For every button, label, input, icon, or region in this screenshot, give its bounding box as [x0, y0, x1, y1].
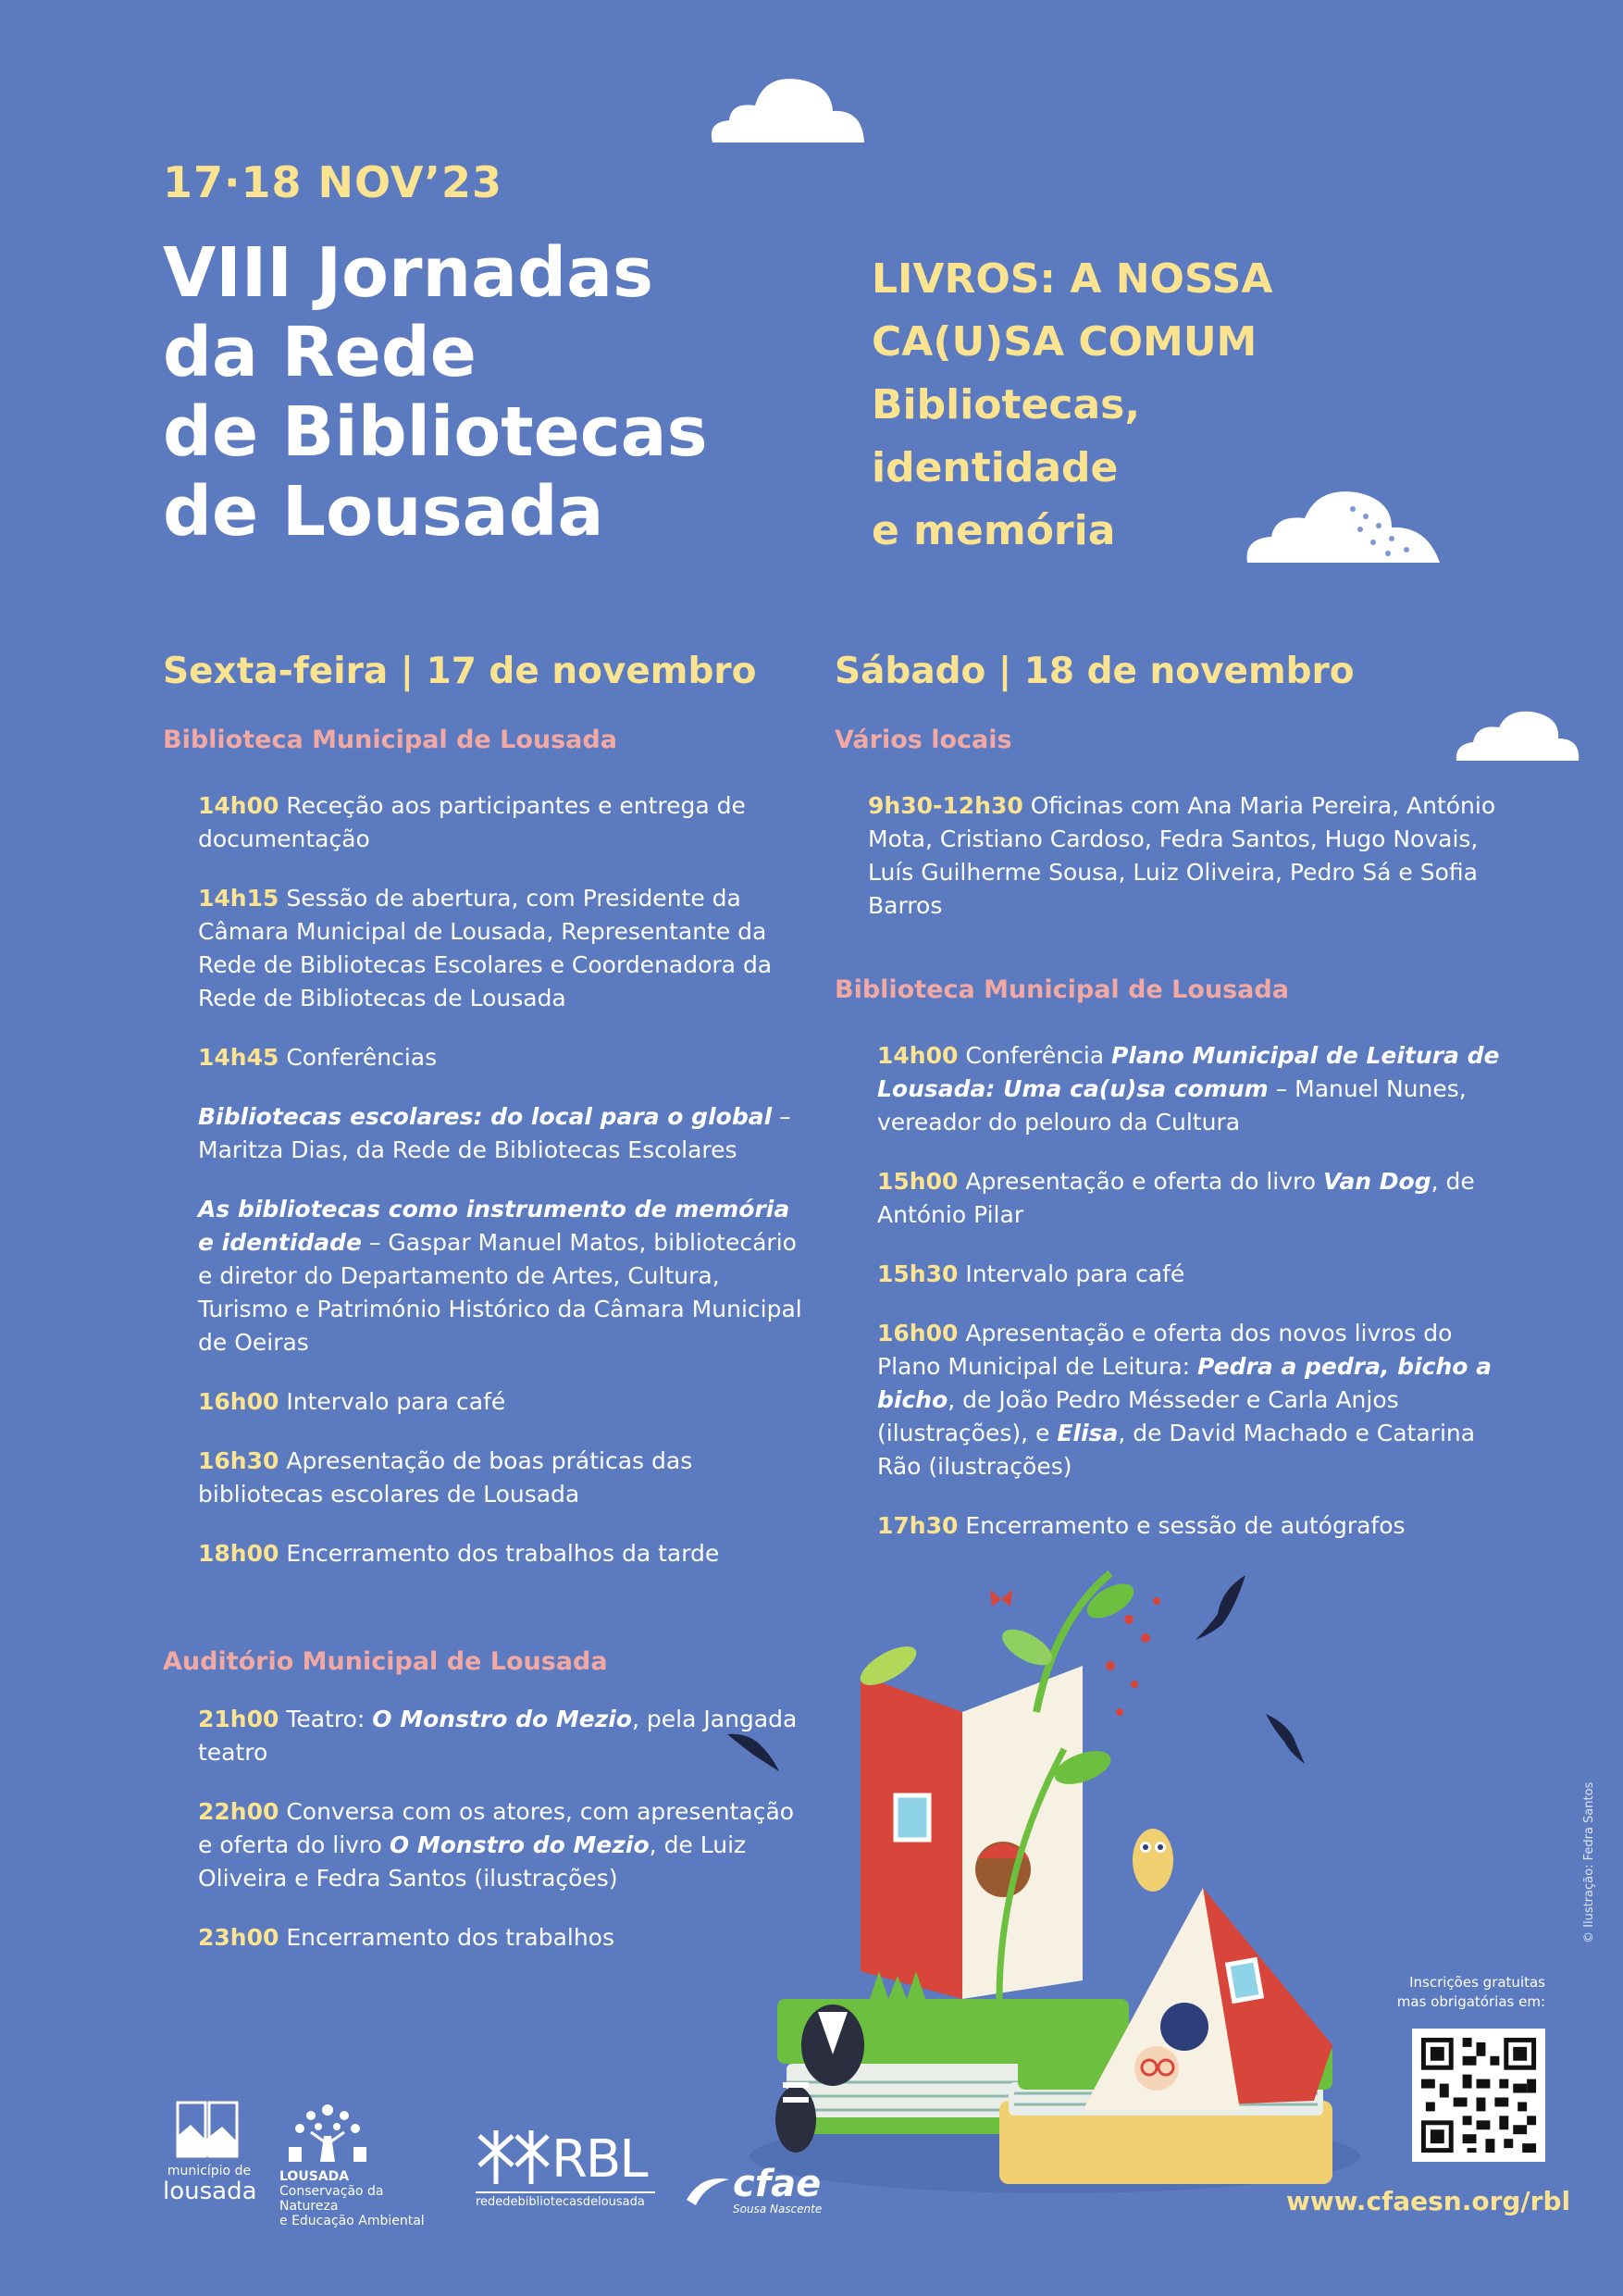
cn-line: e Educação Ambiental: [279, 2214, 425, 2228]
swallow-icon: [1190, 1571, 1249, 1645]
schedule-list: [198, 789, 809, 1596]
schedule-item: [868, 789, 1497, 923]
schedule-item: [877, 1509, 1506, 1543]
schedule-text: Encerramento e sessão de autógrafos: [958, 1512, 1406, 1539]
schedule-time: 14h15: [198, 885, 279, 912]
venue-heading: Biblioteca Municipal de Lousada: [163, 726, 617, 754]
title-line: de Lousada: [163, 472, 604, 552]
municipio-logo-icon: [172, 2099, 246, 2160]
qr-code-icon[interactable]: [1412, 2029, 1545, 2162]
schedule-item: [198, 1385, 809, 1419]
subtitle-line: LIVROS: A NOSSA: [872, 255, 1273, 303]
schedule-text: , pela Jangada teatro: [198, 1706, 798, 1766]
subtitle-line: e memória: [872, 507, 1116, 554]
cn-title: LOUSADA: [279, 2169, 350, 2184]
schedule-text: Sessão de abertura, com Presidente da Câmara Municipal de Lousada, Representante da Rede de Bibliotecas Escolares e Coordenadora da Rede de Bibliotecas de Lousada: [198, 885, 773, 1011]
rbl-logo: [476, 2128, 661, 2209]
cn-line: Conservação da Natureza: [279, 2184, 384, 2214]
schedule-text: Teatro:: [279, 1706, 373, 1732]
schedule-item: [877, 1039, 1506, 1139]
cfae-mark: cfae: [733, 2163, 822, 2205]
schedule-item: [198, 1537, 809, 1570]
schedule-text: Apresentação de boas práticas das bibliotecas escolares de Lousada: [198, 1447, 693, 1508]
schedule-time: 9h30-12h30: [868, 792, 1023, 819]
rbl-mark-icon: [476, 2128, 551, 2190]
schedule-text: – Gaspar Manuel Matos, bibliotecário e diretor do Departamento de Artes, Cultura, Turismo e Património Histórico da Câmara Municipal de Oeiras: [198, 1229, 802, 1356]
schedule-text: – Maritza Dias, da Rede de Bibliotecas Escolares: [198, 1103, 791, 1163]
lousada-cn-logo: [279, 2101, 446, 2228]
badger-icon: [801, 2004, 864, 2086]
cloud-icon: [1453, 705, 1582, 764]
schedule-time: 14h00: [198, 792, 279, 819]
cfae-logo: [683, 2163, 831, 2215]
schedule-time: 23h00: [198, 1924, 279, 1951]
talk-title: Plano Municipal de Leitura de Lousada: Uma ca(u)sa comum: [877, 1042, 1500, 1102]
registration-line: mas obrigatórias em:: [1396, 1993, 1545, 2010]
schedule-time: 14h45: [198, 1044, 279, 1071]
schedule-list: [198, 1703, 809, 1980]
municipio-logo: [163, 2099, 255, 2204]
owl-icon: [1133, 1829, 1173, 1892]
schedule-item: [198, 1041, 809, 1074]
schedule-item: [198, 1193, 809, 1359]
venue-heading: Auditório Municipal de Lousada: [163, 1647, 608, 1676]
swallow-icon: [725, 1725, 783, 1773]
event-date: 17·18 NOV’23: [163, 157, 502, 207]
book-title: Van Dog: [1323, 1168, 1431, 1195]
schedule-time: 15h00: [877, 1168, 959, 1195]
schedule-item: [198, 789, 809, 856]
illustration-credit: © Ilustração: Fedra Santos: [1582, 1781, 1596, 1943]
title-line: da Rede: [163, 313, 477, 392]
schedule-item: [198, 1703, 809, 1769]
schedule-text: , de David Machado e Catarina Rão (ilustrações): [877, 1420, 1476, 1480]
schedule-time: 16h00: [198, 1388, 279, 1415]
schedule-text: , de Luiz Oliveira e Fedra Santos (ilustrações): [198, 1831, 747, 1892]
book-title: Elisa: [1057, 1420, 1119, 1446]
schedule-item: [198, 1795, 809, 1895]
schedule-item: [877, 1258, 1506, 1291]
tree-logo-icon: [283, 2101, 372, 2166]
schedule-text: Conferências: [279, 1044, 438, 1071]
municipio-name: lousada: [163, 2178, 257, 2205]
schedule-text: , de João Pedro Mésseder e Carla Anjos (ilustrações), e: [877, 1386, 1399, 1446]
schedule-text: Apresentação e oferta dos novos livros do Plano Municipal de Leitura:: [877, 1320, 1453, 1380]
schedule-text: Intervalo para café: [279, 1388, 506, 1415]
theme-subtitle: [872, 248, 1390, 563]
schedule-text: Conversa com os atores, com apresentação e oferta do livro: [198, 1798, 795, 1858]
registration-note: [1369, 1973, 1545, 2012]
cfae-sub: Sousa Nascente: [733, 2203, 823, 2215]
venue-heading: Biblioteca Municipal de Lousada: [835, 975, 1289, 1004]
book-title: O Monstro do Mezio: [372, 1706, 633, 1732]
talk-title: As bibliotecas como instrumento de memória e identidade: [198, 1196, 790, 1256]
schedule-time: 14h00: [877, 1042, 959, 1069]
schedule-item: [198, 1445, 809, 1511]
rbl-text: rededebibliotecasdelousada: [476, 2191, 655, 2209]
cloud-icon: [703, 67, 870, 146]
schedule-item: [877, 1165, 1506, 1232]
website-link[interactable]: www.cfaesn.org/rbl: [1286, 2186, 1571, 2216]
municipio-label: município de: [167, 2164, 252, 2178]
schedule-text: Intervalo para café: [958, 1260, 1185, 1287]
schedule-text: Encerramento dos trabalhos da tarde: [279, 1540, 720, 1567]
schedule-text: , de António Pilar: [877, 1168, 1475, 1228]
schedule-time: 21h00: [198, 1706, 279, 1732]
butterfly-icon: [988, 1588, 1014, 1610]
schedule-item: [198, 882, 809, 1015]
schedule-time: 16h30: [198, 1447, 279, 1474]
day-heading: Sexta-feira | 17 de novembro: [163, 651, 757, 692]
venue-heading: Vários locais: [835, 726, 1012, 754]
cfae-swoosh-icon: [683, 2172, 733, 2209]
schedule-time: 22h00: [198, 1798, 279, 1825]
swallow-icon: [1262, 1710, 1308, 1766]
schedule-time: 15h30: [877, 1260, 959, 1287]
schedule-item: [198, 1100, 809, 1167]
book-title: Pedra a pedra, bicho a bicho: [877, 1353, 1493, 1413]
schedule-time: 17h30: [877, 1512, 959, 1539]
schedule-item: [198, 1921, 809, 1955]
schedule-list: [877, 1039, 1506, 1569]
schedule-text: – Manuel Nunes, vereador do pelouro da Cultura: [877, 1075, 1467, 1136]
schedule-item: [877, 1317, 1506, 1483]
schedule-text: Oficinas com Ana Maria Pereira, António Mota, Cristiano Cardoso, Fedra Santos, Hugo Novais, Luís Guilherme Sousa, Luiz Oliveira, Pedro Sá e Sofia Barros: [868, 792, 1496, 919]
book-title: O Monstro do Mezio: [389, 1831, 650, 1858]
schedule-text: Apresentação e oferta do livro: [958, 1168, 1324, 1195]
title-line: VIII Jornadas: [163, 233, 654, 313]
schedule-text: Conferência: [958, 1042, 1112, 1069]
subtitle-line: Bibliotecas, identidade: [872, 381, 1141, 491]
day-heading: Sábado | 18 de novembro: [835, 651, 1355, 692]
books-illustration: [722, 1564, 1388, 2203]
subtitle-line: CA(U)SA COMUM: [872, 318, 1258, 366]
schedule-list: [868, 789, 1497, 923]
talk-title: Bibliotecas escolares: do local para o global: [198, 1103, 773, 1130]
title-line: de Bibliotecas: [163, 392, 708, 472]
schedule-text: Receção aos participantes e entrega de documentação: [198, 792, 746, 852]
page-title: [163, 233, 811, 552]
schedule-time: 16h00: [877, 1320, 959, 1347]
rbl-mark-text: RBL: [551, 2128, 647, 2190]
schedule-text: Encerramento dos trabalhos: [279, 1924, 615, 1951]
schedule-time: 18h00: [198, 1540, 279, 1567]
registration-line: Inscrições gratuitas: [1409, 1974, 1545, 1991]
